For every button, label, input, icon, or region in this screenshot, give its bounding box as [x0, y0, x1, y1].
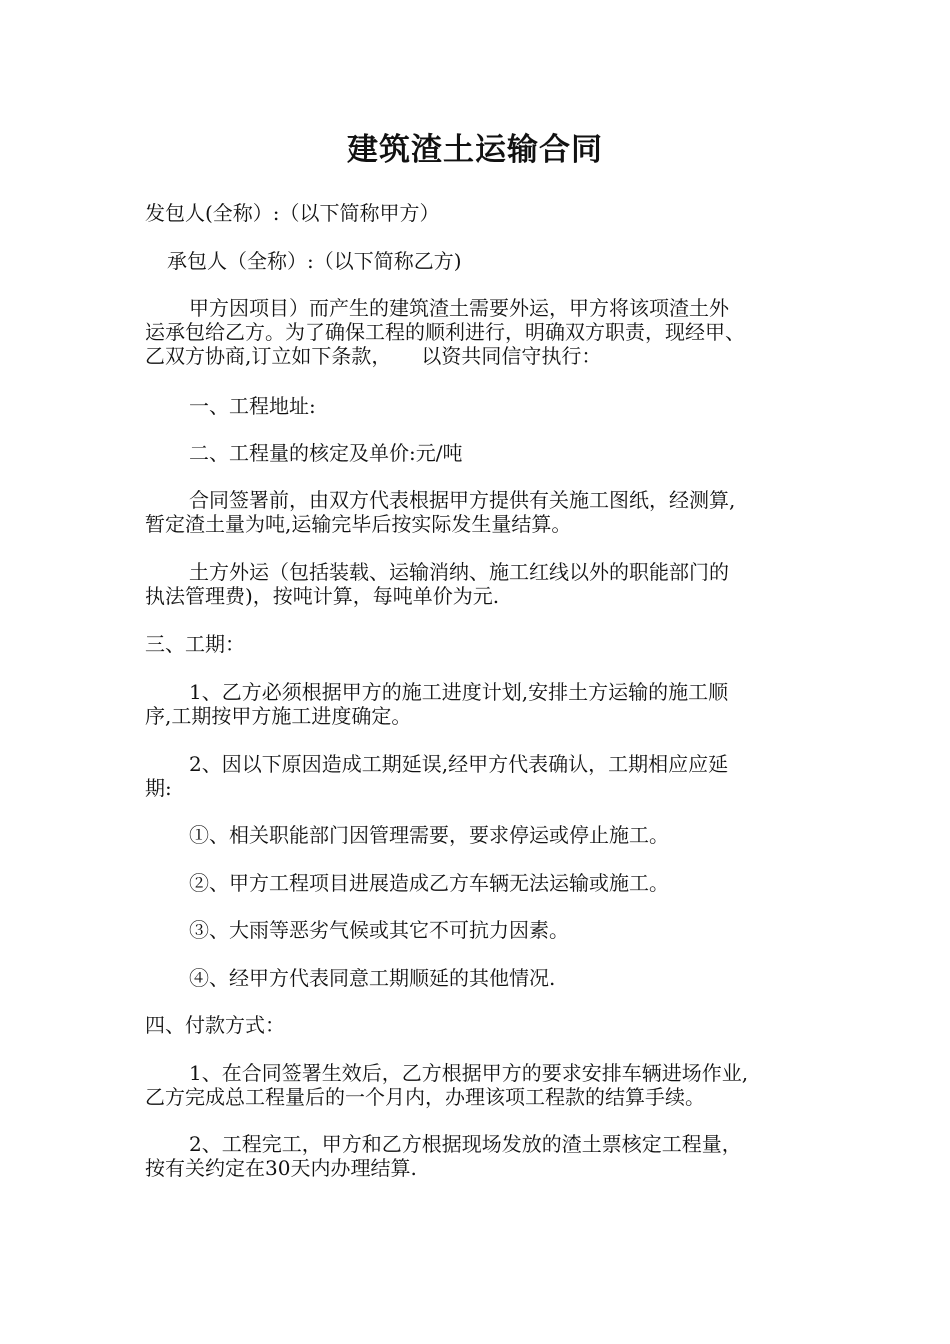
text-line: 2、因以下原因造成工期延误,经甲方代表确认，工期相应应延 — [189, 752, 729, 776]
text-line: 合同签署前，由双方代表根据甲方提供有关施工图纸，经测算, — [189, 488, 736, 512]
paragraph-employer — [145, 201, 810, 225]
clause-schedule-1 — [145, 680, 810, 728]
delay-reason-4 — [145, 966, 810, 990]
text-line: 序,工期按甲方施工进度确定。 — [145, 704, 412, 728]
paragraph-preamble — [145, 296, 810, 368]
text-line: 乙方完成总工程量后的一个月内，办理该项工程款的结算手续。 — [145, 1085, 705, 1109]
text-line: 运承包给乙方。为了确保工程的顺利进行，明确双方职责，现经甲、 — [145, 320, 745, 344]
clause-schedule-2 — [145, 752, 810, 800]
text-line: 2、工程完工，甲方和乙方根据现场发放的渣土票核定工程量， — [189, 1132, 742, 1156]
document-title: 建筑渣土运输合同 — [347, 132, 603, 168]
section-heading-quantity-price — [145, 441, 810, 465]
text-line: ④、经甲方代表同意工期顺延的其他情况. — [189, 966, 556, 990]
text-line: 1、在合同签署生效后，乙方根据甲方的要求安排车辆进场作业, — [189, 1061, 749, 1085]
text-line: 按有关约定在30天内办理结算. — [145, 1156, 417, 1180]
text-line: 四、付款方式： — [145, 1013, 285, 1037]
section-heading-schedule — [145, 632, 810, 656]
text-line: 乙双方协商,订立如下条款， 以资共同信守执行： — [145, 344, 602, 368]
paragraph-unit-price — [145, 560, 810, 608]
text-line: 1、乙方必须根据甲方的施工进度计划,安排土方运输的施工顺 — [189, 680, 729, 704]
delay-reason-2 — [145, 871, 810, 895]
section-heading-site-address — [145, 394, 810, 418]
text-line: ③、大雨等恶劣气候或其它不可抗力因素。 — [189, 918, 569, 942]
text-line: ①、相关职能部门因管理需要，要求停运或停止施工。 — [189, 823, 669, 847]
text-line: 发包人(全称）:（以下简称甲方） — [145, 201, 440, 225]
clause-payment-2 — [145, 1132, 810, 1180]
text-line: 期: — [145, 776, 172, 800]
paragraph-contractor — [145, 249, 810, 273]
text-line: 三、工期： — [145, 632, 245, 656]
text-line: 一、工程地址: — [189, 394, 316, 418]
text-line: 土方外运（包括装载、运输消纳、施工红线以外的职能部门的 — [189, 560, 729, 584]
text-line: 执法管理费)，按吨计算，每吨单价为元. — [145, 584, 500, 608]
text-line: 承包人（全称）:（以下简称乙方) — [167, 249, 462, 273]
text-line: ②、甲方工程项目进展造成乙方车辆无法运输或施工。 — [189, 871, 669, 895]
section-heading-payment — [145, 1013, 810, 1037]
text-line: 甲方因项目）而产生的建筑渣土需要外运，甲方将该项渣土外 — [189, 296, 729, 320]
text-line: 暂定渣土量为吨,运输完毕后按实际发生量结算。 — [145, 512, 572, 536]
text-line: 二、工程量的核定及单价:元/吨 — [189, 441, 463, 465]
clause-payment-1 — [145, 1061, 810, 1109]
delay-reason-3 — [145, 918, 810, 942]
delay-reason-1 — [145, 823, 810, 847]
paragraph-quantity-estimate — [145, 488, 810, 536]
